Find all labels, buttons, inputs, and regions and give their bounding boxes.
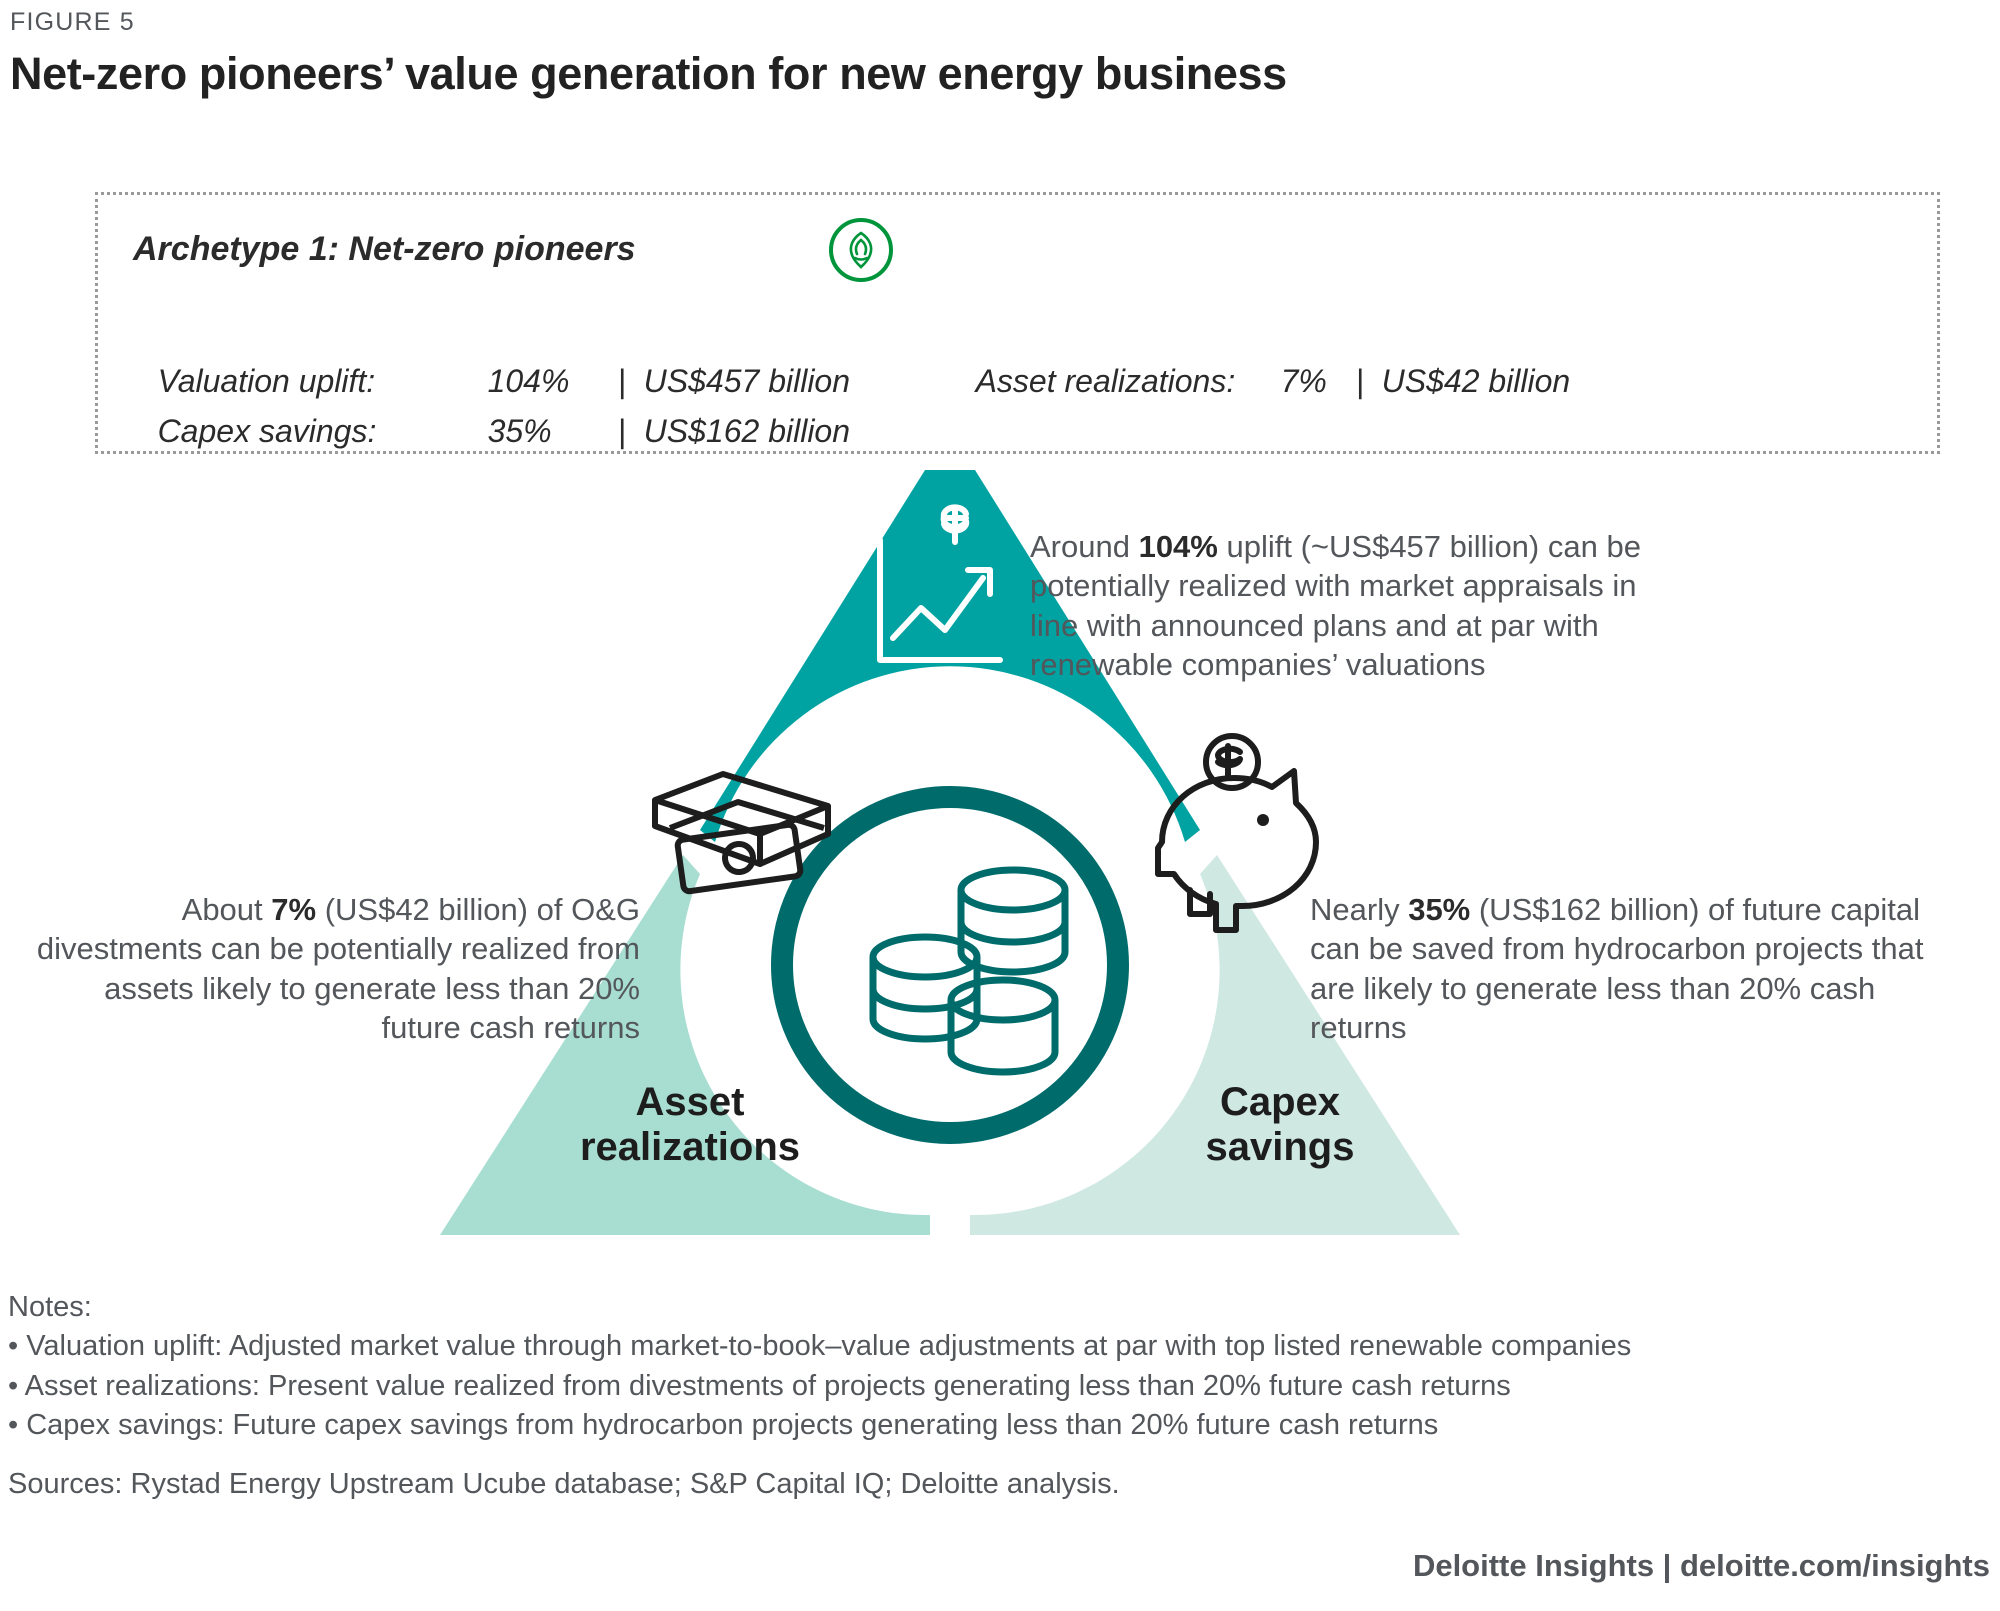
callout-capex-pre: Nearly [1310, 892, 1409, 927]
callout-valuation-post: uplift (~US$457 billion) can be potentially realized with market appraisals in line with announced plans and at par with renewable companies’ valuations [1030, 529, 1641, 683]
callout-capex-post: (US$162 billion) of future capital can be saved from hydrocarbon projects that are likely to generate less than 20% cash returns [1310, 892, 1924, 1046]
callout-valuation-pre: Around [1030, 529, 1139, 564]
stat-capex-label: Capex savings: [157, 413, 377, 449]
segment-label-valuation-line1: Valuation [861, 680, 1039, 724]
segment-label-asset-realizations [540, 1080, 840, 1170]
stat-capex-amount: US$162 billion [643, 413, 851, 449]
stat-asset-separator: | [1355, 363, 1364, 399]
callout-valuation-bold: 104% [1138, 529, 1218, 564]
triangle-graphic [0, 470, 2000, 1270]
callout-asset-bold: 7% [271, 892, 317, 927]
callout-asset-pre: About [181, 892, 272, 927]
note-item-capex: • Capex savings: Future capex savings from hydrocarbon projects generating less than 20% future cash returns [8, 1409, 1439, 1442]
notes-heading: Notes: [8, 1291, 92, 1323]
callout-asset-post: (US$42 billion) of O&G divestments can be potentially realized from assets likely to generate less than 20% future cash returns [36, 892, 640, 1046]
callout-asset-realizations [20, 890, 640, 1047]
note-item-asset: • Asset realizations: Present value realized from divestments of projects generating less than 20% future cash returns [8, 1369, 1511, 1402]
figure-number: FIGURE 5 [10, 8, 135, 36]
segment-label-valuation-uplift [820, 680, 1080, 770]
archetype-title: Archetype 1: Net-zero pioneers [133, 230, 636, 268]
page-title: Net-zero pioneers’ value generation for new energy business [10, 48, 1287, 99]
brand-footer: Deloitte Insights | deloitte.com/insights [1412, 1548, 1990, 1583]
segment-label-asset-line2: realizations [579, 1124, 801, 1169]
cash-bundle-icon [655, 774, 828, 892]
callout-capex-savings [1310, 890, 1940, 1047]
notes-block [8, 1288, 1998, 1446]
stat-valuation-percent: 104% [487, 363, 570, 399]
net-zero-leaf-icon [828, 217, 894, 283]
stat-valuation-amount: US$457 billion [643, 363, 851, 399]
sources-line: Sources: Rystad Energy Upstream Ucube database; S&P Capital IQ; Deloitte analysis. [8, 1468, 1120, 1500]
segment-label-capex-line1: Capex [1219, 1080, 1341, 1124]
stat-valuation-separator: | [617, 363, 626, 399]
stat-asset-label: Asset realizations: [975, 363, 1236, 399]
callout-valuation-uplift [1030, 527, 1690, 684]
segment-label-capex-line2: savings [1205, 1124, 1355, 1169]
note-item-valuation: • Valuation uplift: Adjusted market value through market-to-book–value adjustments at par with top listed renewable companies [8, 1330, 1632, 1363]
stat-asset-amount: US$42 billion [1381, 363, 1571, 399]
value-generation-diagram [0, 470, 2000, 1270]
stat-asset-realizations [940, 326, 1570, 437]
segment-label-asset-line1: Asset [635, 1080, 745, 1124]
stat-capex-separator: | [617, 413, 626, 449]
stat-valuation-label: Valuation uplift: [157, 363, 376, 399]
segment-label-capex-savings [1130, 1080, 1430, 1170]
stat-capex-percent: 35% [487, 413, 552, 449]
callout-capex-bold: 35% [1408, 892, 1471, 927]
stat-asset-percent: 7% [1280, 363, 1327, 399]
segment-label-valuation-line2: uplift [901, 724, 999, 769]
